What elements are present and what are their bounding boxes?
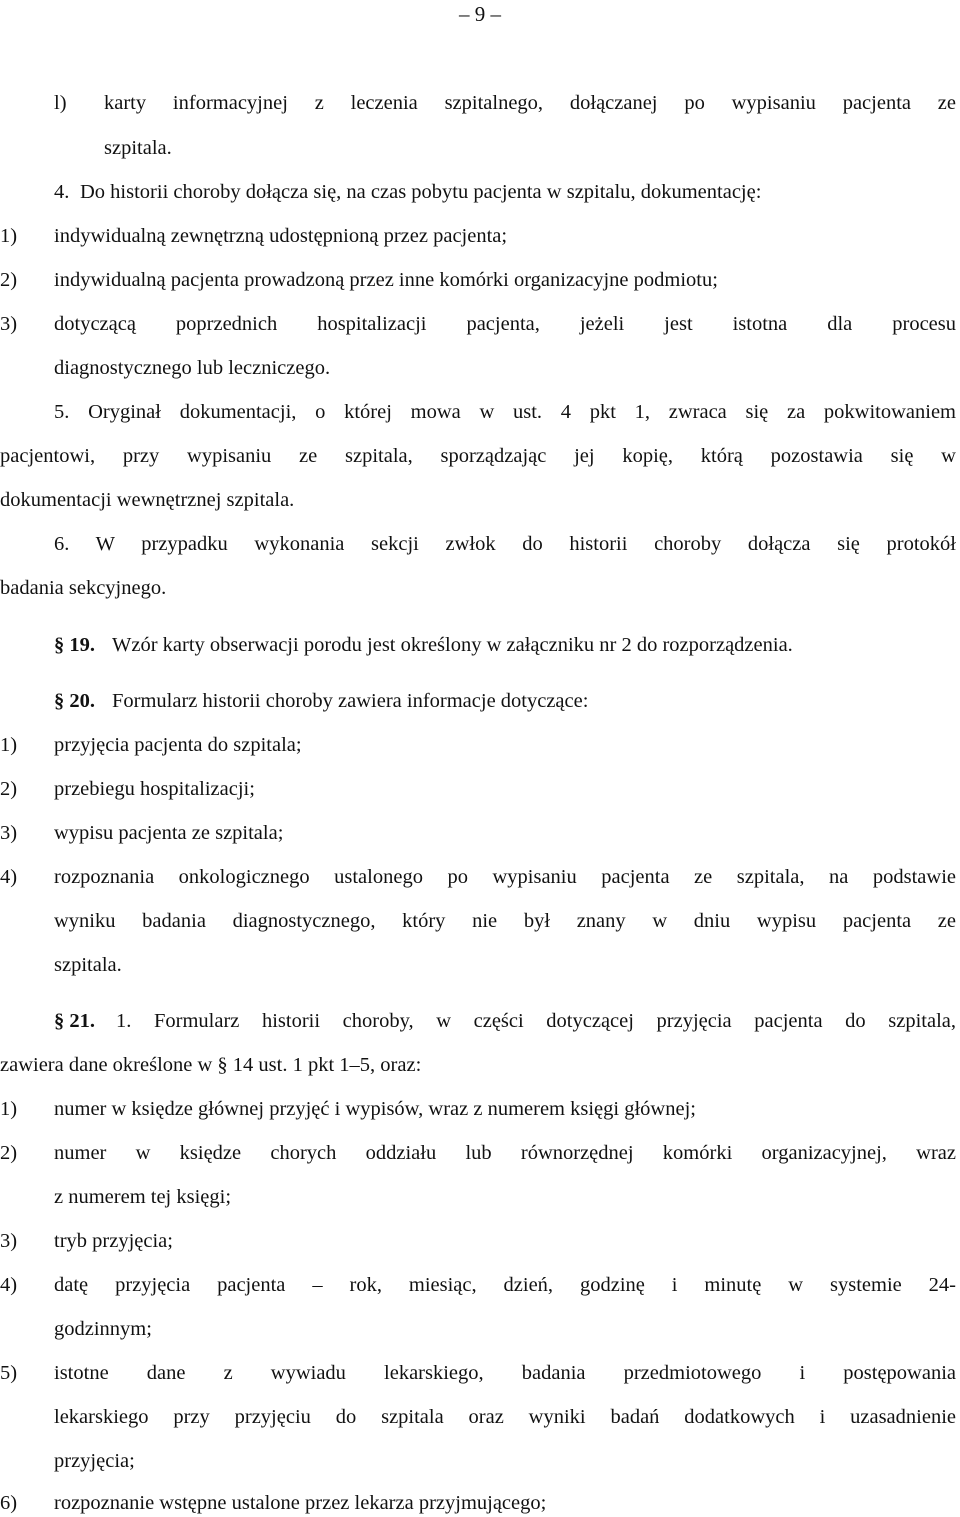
list-marker: l) bbox=[54, 92, 67, 114]
paragraph-text: 5. Oryginał dokumentacji, o której mowa w ust. 4 pkt 1, zwraca się za pokwitowaniem bbox=[54, 401, 956, 423]
list-item-text: szpitala. bbox=[54, 954, 122, 976]
list-item-3 bbox=[0, 819, 960, 847]
list-marker: 4) bbox=[0, 1274, 18, 1296]
list-marker: 1) bbox=[0, 1098, 18, 1120]
section-number: § 20. bbox=[54, 690, 95, 712]
paragraph-5 bbox=[0, 398, 960, 426]
list-marker: 2) bbox=[0, 778, 18, 800]
list-item-2 bbox=[0, 775, 960, 803]
list-item-continuation bbox=[0, 1403, 960, 1431]
list-item-text: istotne dane z wywiadu lekarskiego, badania przedmiotowego i postępowania bbox=[54, 1362, 956, 1384]
paragraph-text: pacjentowi, przy wypisaniu ze szpitala, sporządzając jej kopię, którą pozostawia się w bbox=[0, 445, 956, 467]
list-marker: 4) bbox=[0, 866, 18, 888]
list-marker: 3) bbox=[0, 822, 18, 844]
paragraph-6 bbox=[0, 530, 960, 558]
paragraph-4 bbox=[0, 178, 960, 206]
section-text: zawiera dane określone w § 14 ust. 1 pkt 1–5, oraz: bbox=[0, 1054, 422, 1076]
list-item-2 bbox=[0, 266, 960, 294]
list-marker: 1) bbox=[0, 734, 18, 756]
section-number: § 19. bbox=[54, 634, 95, 656]
section-21 bbox=[0, 1007, 960, 1035]
page-number: – 9 – bbox=[459, 2, 501, 26]
list-item-text: lekarskiego przy przyjęciu do szpitala oraz wyniki badań dodatkowych i uzasadnienie bbox=[54, 1406, 956, 1428]
list-item-text: numer w księdze głównej przyjęć i wypisów, wraz z numerem księgi głównej; bbox=[54, 1098, 696, 1120]
list-item-continuation bbox=[0, 134, 960, 162]
section-number: § 21. bbox=[54, 1010, 95, 1032]
list-item-continuation bbox=[0, 951, 960, 979]
list-item-continuation bbox=[0, 907, 960, 935]
paragraph-text: dokumentacji wewnętrznej szpitala. bbox=[0, 489, 295, 511]
list-item-3 bbox=[0, 310, 960, 338]
paragraph-continuation bbox=[0, 486, 960, 514]
section-19 bbox=[0, 631, 960, 659]
list-item-l bbox=[0, 89, 960, 117]
paragraph-text: badania sekcyjnego. bbox=[0, 577, 167, 599]
paragraph-continuation bbox=[0, 574, 960, 602]
list-marker: 6) bbox=[0, 1492, 18, 1514]
list-item-text: godzinnym; bbox=[54, 1318, 152, 1340]
list-item-text: karty informacyjnej z leczenia szpitalnego, dołączanej po wypisaniu pacjenta ze bbox=[104, 92, 956, 114]
list-item-3 bbox=[0, 1227, 960, 1255]
section-text: Wzór karty obserwacji porodu jest określony w załączniku nr 2 do rozporządzenia. bbox=[112, 634, 793, 656]
paragraph-text: Do historii choroby dołącza się, na czas pobytu pacjenta w szpitalu, dokumentację: bbox=[80, 181, 762, 203]
list-item-text: z numerem tej księgi; bbox=[54, 1186, 232, 1208]
list-item-text: przebiegu hospitalizacji; bbox=[54, 778, 255, 800]
list-marker: 5) bbox=[0, 1362, 18, 1384]
list-item-1 bbox=[0, 222, 960, 250]
list-item-text: przyjęcia pacjenta do szpitala; bbox=[54, 734, 302, 756]
list-item-continuation bbox=[0, 1447, 960, 1475]
list-marker: 2) bbox=[0, 269, 18, 291]
list-item-text: numer w księdze chorych oddziału lub równorzędnej komórki organizacyjnej, wraz bbox=[54, 1142, 956, 1164]
list-item-text: przyjęcia; bbox=[54, 1450, 135, 1472]
list-item-2 bbox=[0, 1139, 960, 1167]
list-item-1 bbox=[0, 731, 960, 759]
list-item-continuation bbox=[0, 1183, 960, 1211]
list-marker: 2) bbox=[0, 1142, 18, 1164]
list-item-text: tryb przyjęcia; bbox=[54, 1230, 173, 1252]
paragraph-continuation bbox=[0, 442, 960, 470]
section-text: 1. Formularz historii choroby, w części dotyczącej przyjęcia pacjenta do szpitala, bbox=[116, 1010, 956, 1032]
paragraph-text: 6. W przypadku wykonania sekcji zwłok do historii choroby dołącza się protokół bbox=[54, 533, 956, 555]
list-item-1 bbox=[0, 1095, 960, 1123]
list-item-text: szpitala. bbox=[104, 137, 172, 159]
section-continuation bbox=[0, 1051, 960, 1079]
paragraph-number: 4. bbox=[54, 181, 70, 203]
list-item-4 bbox=[0, 863, 960, 891]
list-item-continuation bbox=[0, 354, 960, 382]
list-item-6 bbox=[0, 1489, 960, 1517]
list-item-continuation bbox=[0, 1315, 960, 1343]
list-item-text: rozpoznania onkologicznego ustalonego po wypisaniu pacjenta ze szpitala, na podstawie bbox=[54, 866, 956, 888]
list-marker: 1) bbox=[0, 225, 18, 247]
section-20 bbox=[0, 687, 960, 715]
list-item-text: rozpoznanie wstępne ustalone przez lekarza przyjmującego; bbox=[54, 1492, 547, 1514]
list-item-text: indywidualną pacjenta prowadzoną przez inne komórki organizacyjne podmiotu; bbox=[54, 269, 718, 291]
list-item-text: datę przyjęcia pacjenta – rok, miesiąc, dzień, godzinę i minutę w systemie 24- bbox=[54, 1274, 956, 1296]
list-item-4 bbox=[0, 1271, 960, 1299]
list-item-text: dotyczącą poprzednich hospitalizacji pacjenta, jeżeli jest istotna dla procesu bbox=[54, 313, 956, 335]
list-item-text: diagnostycznego lub leczniczego. bbox=[54, 357, 331, 379]
list-item-text: indywidualną zewnętrzną udostępnioną przez pacjenta; bbox=[54, 225, 508, 247]
list-item-5 bbox=[0, 1359, 960, 1387]
section-text: Formularz historii choroby zawiera informacje dotyczące: bbox=[112, 690, 589, 712]
list-marker: 3) bbox=[0, 1230, 18, 1252]
list-marker: 3) bbox=[0, 313, 18, 335]
list-item-text: wyniku badania diagnostycznego, który nie był znany w dniu wypisu pacjenta ze bbox=[54, 910, 956, 932]
list-item-text: wypisu pacjenta ze szpitala; bbox=[54, 822, 284, 844]
